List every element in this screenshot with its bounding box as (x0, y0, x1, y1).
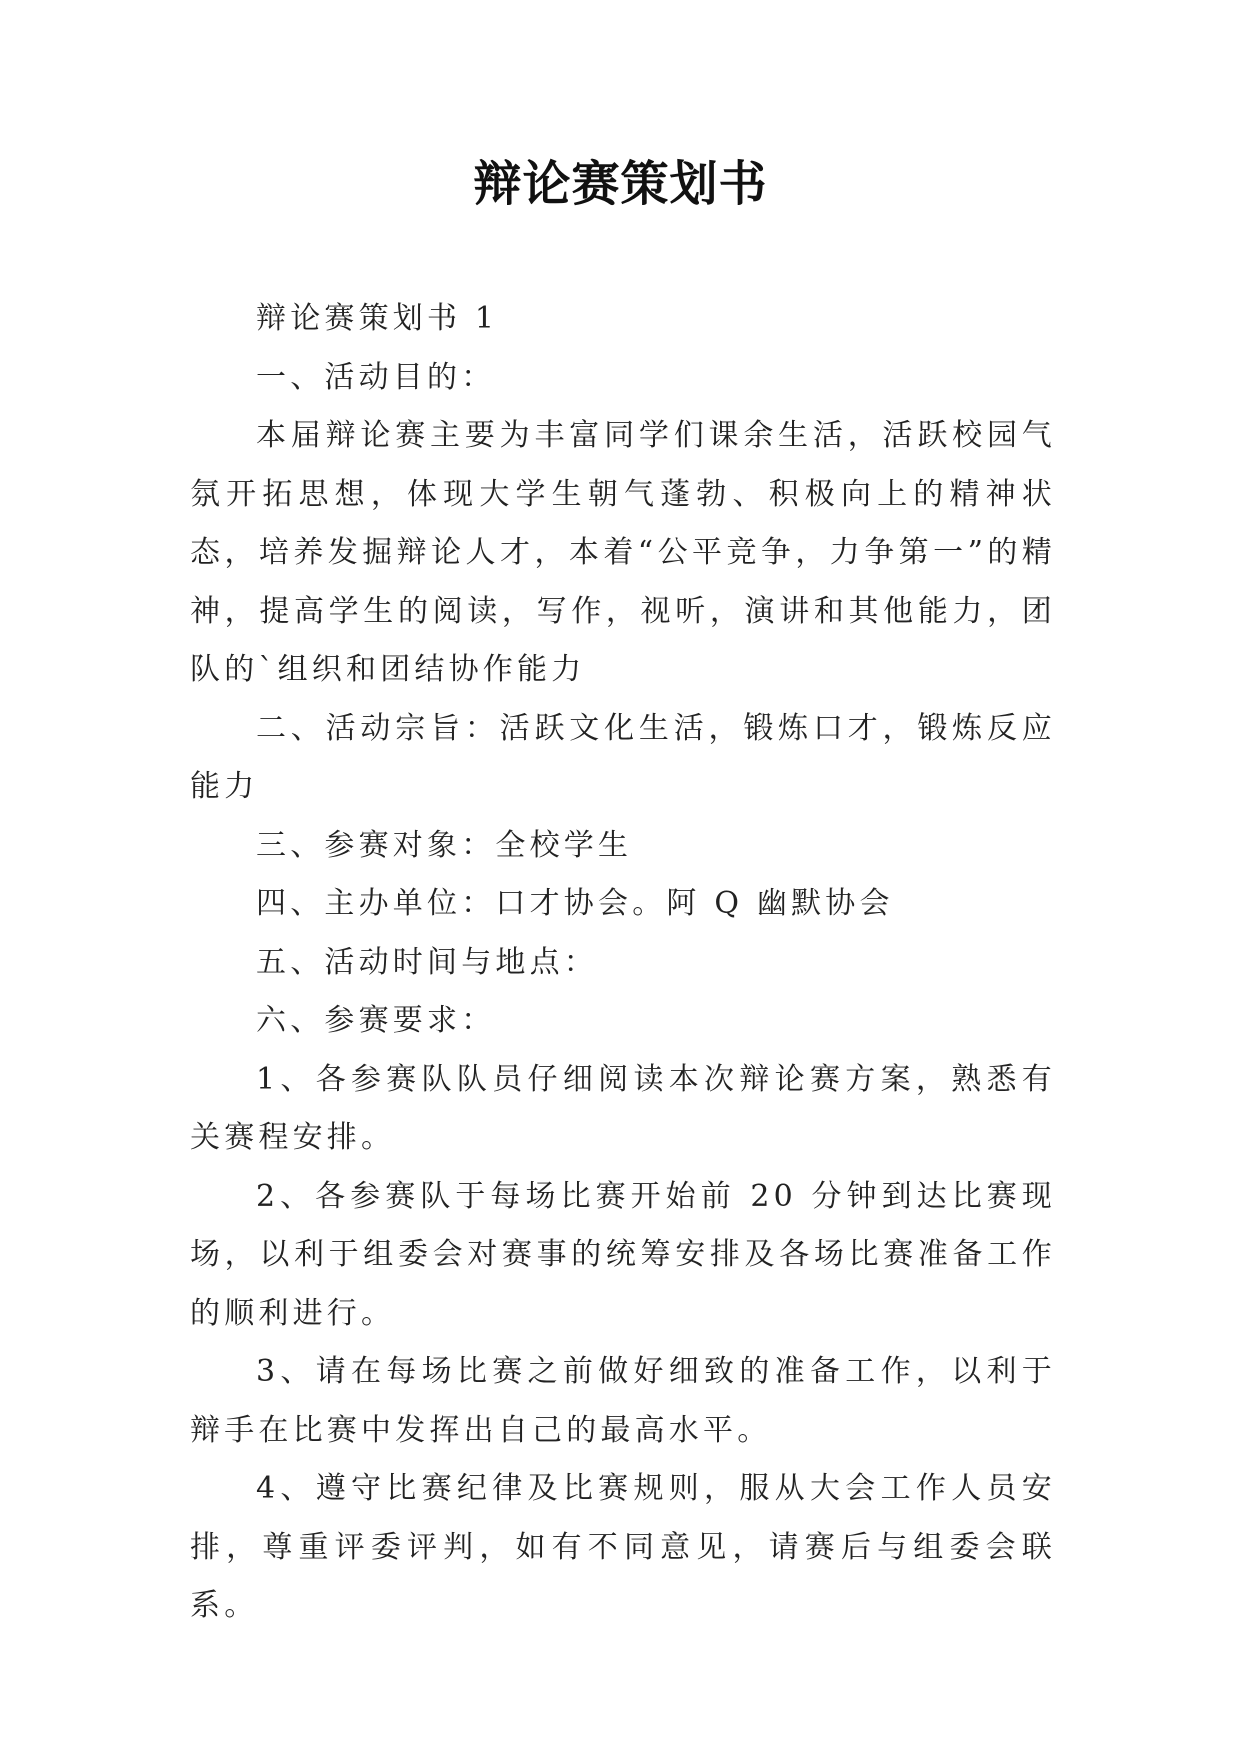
paragraph-section-time-place: 五、活动时间与地点： (256, 944, 598, 980)
document-body (190, 290, 1056, 1636)
paragraph-heading: 辩论赛策划书 1 (256, 301, 499, 336)
document-title: 辩论赛策划书 (473, 156, 768, 212)
paragraph-requirement-4: 4、遵守比赛纪律及比赛规则，服从大会工作人员安排，尊重评委评判，如有不同意见，请赛后与组委会联系。 (190, 1471, 1056, 1623)
paragraph-requirement-1: 1、各参赛队队员仔细阅读本次辩论赛方案，熟悉有关赛程安排。 (190, 1061, 1056, 1155)
paragraph-section-participants: 三、参赛对象：全校学生 (256, 827, 633, 863)
paragraph-requirement-2: 2、各参赛队于每场比赛开始前 20 分钟到达比赛现场，以利于组委会对赛事的统筹安排及各场比赛准备工作的顺利进行。 (190, 1178, 1056, 1331)
paragraph-requirement-3: 3、请在每场比赛之前做好细致的准备工作，以利于辩手在比赛中发挥出自己的最高水平。 (190, 1354, 1056, 1448)
paragraph-purpose-text: 本届辩论赛主要为丰富同学们课余生活，活跃校园气氛开拓思想，体现大学生朝气蓬勃、积极向上的精神状态，培养发掘辩论人才，本着“公平竞争，力争第一”的精神，提高学生的阅读，写作，视听，演讲和其他能力，团队的`组织和团结协作能力 (190, 418, 1056, 687)
paragraph-section-requirements: 六、参赛要求： (256, 1003, 496, 1038)
paragraph-section-purpose: 一、活动目的： (256, 359, 496, 395)
paragraph-section-aim: 二、活动宗旨：活跃文化生活，锻炼口才，锻炼反应能力 (190, 710, 1056, 804)
paragraph-section-organizer: 四、主办单位：口才协会。阿 Q 幽默协会 (256, 886, 894, 921)
